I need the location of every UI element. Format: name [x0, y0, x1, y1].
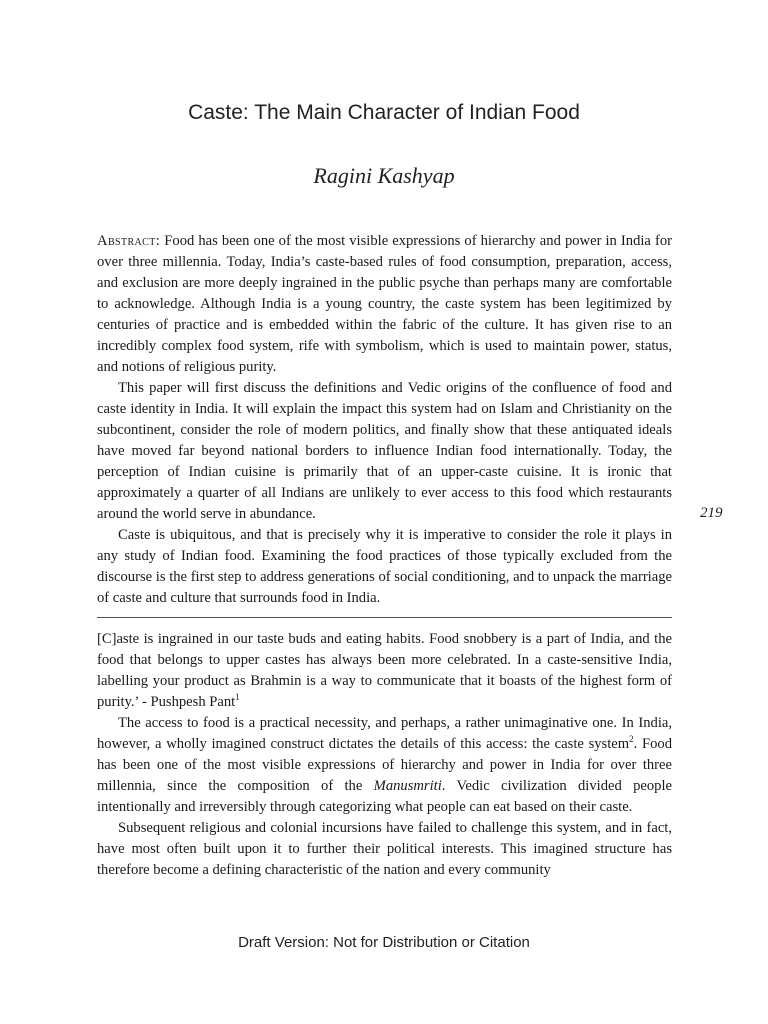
author-name: Ragini Kashyap — [313, 163, 455, 188]
epigraph-text: [C]aste is ingrained in our taste buds and eating habits. Food snobbery is a part of India, and the food that belongs to upper castes has always been more celebrated. In a caste-sensitive India, labelling your product as Brahmin is a way to communicate that it boasts of the highest form of purity.’ - Pushpesh Pant — [97, 631, 672, 710]
abstract-label: Abstract: — [97, 233, 161, 249]
abstract-section — [97, 231, 672, 609]
abstract-paragraph-1 — [97, 231, 672, 378]
draft-notice-footer: Draft Version: Not for Distribution or Citation — [238, 934, 530, 951]
footnote-marker-2[interactable]: 2 — [629, 734, 634, 745]
section-divider — [97, 617, 672, 618]
body-paragraph-2 — [97, 713, 672, 818]
body-text-2a: The access to food is a practical necessity, and perhaps, a rather unimaginative one. In India, however, a wholly imagined construct dictates the details of this access: the caste system — [97, 715, 672, 752]
epigraph-paragraph — [97, 629, 672, 713]
footnote-marker-1[interactable]: 1 — [235, 692, 240, 703]
paper-title: Caste: The Main Character of Indian Food — [188, 101, 580, 124]
body-paragraph-3: Subsequent religious and colonial incursions have failed to challenge this system, and in fact, have most often built upon it to further their political interests. This imagined structure has therefore become a defining characteristic of the nation and every community — [97, 820, 672, 878]
manusmriti-title: Manusmriti — [373, 778, 442, 794]
abstract-text-1: Food has been one of the most visible expressions of hierarchy and power in India for over three millennia. Today, India’s caste-based rules of food consumption, preparation, access, and exclusion are more deeply ingrained in the public psyche than perhaps many are comfortable to acknowledge. Although India is a young country, the caste system has been legitimized by centuries of practice and is embedded within the fabric of the culture. It has given rise to an incredibly complex food system, rife with symbolism, which is used to maintain power, status, and notions of religious purity. — [97, 233, 672, 375]
body-text-2c: . Vedic civilization divided people intentionally and irreversibly through categorizing what people can eat based on their caste. — [97, 778, 672, 815]
abstract-paragraph-3: Caste is ubiquitous, and that is precisely why it is imperative to consider the role it plays in any study of Indian food. Examining the food practices of those typically excluded from the discourse is the first step to address generations of social conditioning, and to unpack the marriage of caste and culture that surrounds food in India. — [97, 527, 672, 606]
body-text-2b: . Food has been one of the most visible expressions of hierarchy and power in India for over three millennia, since the composition of the — [97, 736, 672, 794]
abstract-paragraph-2: This paper will first discuss the definitions and Vedic origins of the confluence of food and caste identity in India. It will explain the impact this system had on Islam and Christianity on the subcontinent, consider the role of modern politics, and finally show that these antiquated ideals have moved far beyond national borders to influence Indian food internationally. Today, the perception of Indian cuisine is primarily that of an upper-caste cuisine. It is ironic that approximately a quarter of all Indians are unlikely to ever access to this food which restaurants around the world serve in abundance. — [97, 380, 672, 522]
page-number: 219 — [700, 505, 723, 521]
body-section — [97, 629, 672, 881]
